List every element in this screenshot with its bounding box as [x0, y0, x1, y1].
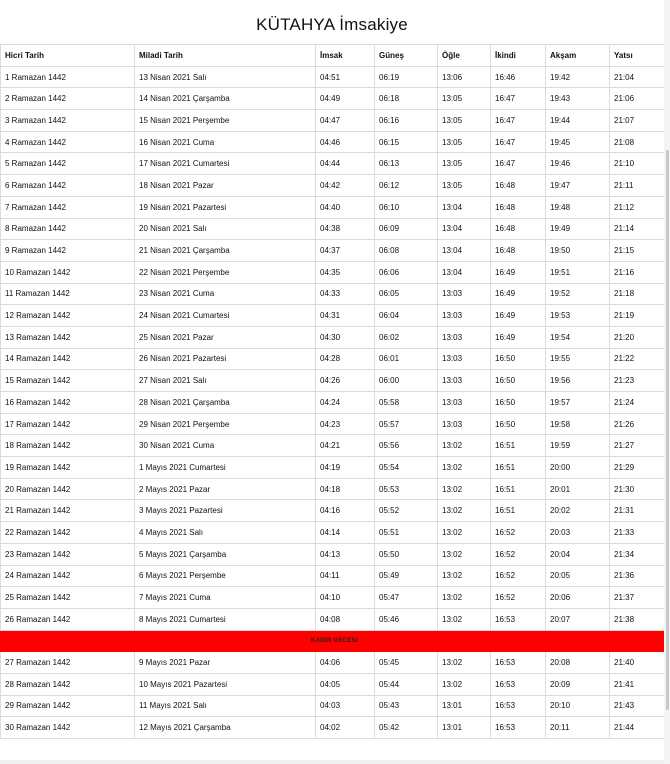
cell-gunes: 05:44: [375, 673, 438, 695]
cell-yatsi: 21:44: [610, 717, 665, 739]
cell-imsak: 04:26: [316, 370, 375, 392]
cell-yatsi: 21:16: [610, 261, 665, 283]
cell-aksam: 20:02: [546, 500, 610, 522]
cell-ikindi: 16:46: [491, 66, 546, 88]
table-row: [1, 240, 665, 262]
kadir-gecesi-row: [1, 630, 665, 652]
cell-ogle: 13:05: [438, 110, 491, 132]
cell-imsak: 04:10: [316, 587, 375, 609]
table-body: [1, 66, 665, 738]
cell-yatsi: 21:34: [610, 543, 665, 565]
cell-ogle: 13:02: [438, 457, 491, 479]
table-row: [1, 110, 665, 132]
cell-imsak: 04:51: [316, 66, 375, 88]
cell-hicri-tarih: 24 Ramazan 1442: [1, 565, 135, 587]
cell-hicri-tarih: 2 Ramazan 1442: [1, 88, 135, 110]
cell-gunes: 06:08: [375, 240, 438, 262]
cell-miladi-tarih: 15 Nisan 2021 Perşembe: [135, 110, 316, 132]
cell-ogle: 13:03: [438, 413, 491, 435]
cell-aksam: 19:44: [546, 110, 610, 132]
cell-gunes: 06:01: [375, 348, 438, 370]
cell-yatsi: 21:04: [610, 66, 665, 88]
cell-ikindi: 16:53: [491, 673, 546, 695]
cell-ikindi: 16:51: [491, 500, 546, 522]
cell-imsak: 04:21: [316, 435, 375, 457]
cell-miladi-tarih: 7 Mayıs 2021 Cuma: [135, 587, 316, 609]
cell-imsak: 04:05: [316, 673, 375, 695]
cell-gunes: 06:15: [375, 131, 438, 153]
cell-gunes: 05:47: [375, 587, 438, 609]
cell-gunes: 05:45: [375, 652, 438, 674]
cell-miladi-tarih: 30 Nisan 2021 Cuma: [135, 435, 316, 457]
cell-hicri-tarih: 23 Ramazan 1442: [1, 543, 135, 565]
cell-ogle: 13:02: [438, 608, 491, 630]
cell-yatsi: 21:27: [610, 435, 665, 457]
table-row: [1, 392, 665, 414]
cell-aksam: 19:59: [546, 435, 610, 457]
table-row: [1, 435, 665, 457]
cell-imsak: 04:18: [316, 478, 375, 500]
cell-aksam: 20:08: [546, 652, 610, 674]
cell-miladi-tarih: 29 Nisan 2021 Perşembe: [135, 413, 316, 435]
cell-hicri-tarih: 25 Ramazan 1442: [1, 587, 135, 609]
page-title: KÜTAHYA İmsakiye: [256, 15, 408, 34]
header-yatsi: Yatsı: [610, 45, 665, 67]
cell-ikindi: 16:53: [491, 608, 546, 630]
cell-imsak: 04:19: [316, 457, 375, 479]
cell-imsak: 04:11: [316, 565, 375, 587]
cell-imsak: 04:02: [316, 717, 375, 739]
table-row: [1, 370, 665, 392]
cell-ikindi: 16:50: [491, 413, 546, 435]
cell-yatsi: 21:23: [610, 370, 665, 392]
cell-aksam: 19:57: [546, 392, 610, 414]
cell-miladi-tarih: 27 Nisan 2021 Salı: [135, 370, 316, 392]
cell-gunes: 06:09: [375, 218, 438, 240]
cell-yatsi: 21:37: [610, 587, 665, 609]
cell-miladi-tarih: 11 Mayıs 2021 Salı: [135, 695, 316, 717]
cell-miladi-tarih: 19 Nisan 2021 Pazartesi: [135, 196, 316, 218]
table-row: [1, 283, 665, 305]
cell-imsak: 04:35: [316, 261, 375, 283]
cell-imsak: 04:13: [316, 543, 375, 565]
cell-imsak: 04:44: [316, 153, 375, 175]
cell-hicri-tarih: 17 Ramazan 1442: [1, 413, 135, 435]
cell-gunes: 05:50: [375, 543, 438, 565]
cell-aksam: 19:48: [546, 196, 610, 218]
cell-hicri-tarih: 26 Ramazan 1442: [1, 608, 135, 630]
cell-ogle: 13:05: [438, 131, 491, 153]
cell-gunes: 05:43: [375, 695, 438, 717]
table-row: [1, 478, 665, 500]
cell-miladi-tarih: 17 Nisan 2021 Cumartesi: [135, 153, 316, 175]
header-hicri-tarih: Hicri Tarih: [1, 45, 135, 67]
cell-aksam: 19:49: [546, 218, 610, 240]
cell-ikindi: 16:47: [491, 110, 546, 132]
table-row: [1, 500, 665, 522]
cell-miladi-tarih: 8 Mayıs 2021 Cumartesi: [135, 608, 316, 630]
cell-imsak: 04:24: [316, 392, 375, 414]
cell-hicri-tarih: 6 Ramazan 1442: [1, 175, 135, 197]
cell-gunes: 05:42: [375, 717, 438, 739]
cell-ogle: 13:03: [438, 283, 491, 305]
table-row: [1, 196, 665, 218]
cell-aksam: 20:09: [546, 673, 610, 695]
cell-hicri-tarih: 3 Ramazan 1442: [1, 110, 135, 132]
table-row: [1, 413, 665, 435]
table-row: [1, 457, 665, 479]
cell-ogle: 13:04: [438, 240, 491, 262]
cell-ogle: 13:02: [438, 500, 491, 522]
cell-ikindi: 16:48: [491, 196, 546, 218]
cell-yatsi: 21:31: [610, 500, 665, 522]
cell-yatsi: 21:29: [610, 457, 665, 479]
cell-yatsi: 21:40: [610, 652, 665, 674]
imsakiye-table: [0, 44, 665, 739]
cell-gunes: 05:51: [375, 522, 438, 544]
cell-aksam: 19:54: [546, 326, 610, 348]
header-imsak: İmsak: [316, 45, 375, 67]
cell-ogle: 13:02: [438, 543, 491, 565]
cell-gunes: 06:06: [375, 261, 438, 283]
cell-ikindi: 16:51: [491, 435, 546, 457]
cell-aksam: 20:10: [546, 695, 610, 717]
cell-yatsi: 21:10: [610, 153, 665, 175]
cell-aksam: 19:43: [546, 88, 610, 110]
kadir-gecesi-label: KADIR GECESI: [1, 630, 665, 652]
cell-ikindi: 16:51: [491, 457, 546, 479]
cell-gunes: 06:18: [375, 88, 438, 110]
table-row: [1, 261, 665, 283]
cell-miladi-tarih: 9 Mayıs 2021 Pazar: [135, 652, 316, 674]
cell-yatsi: 21:06: [610, 88, 665, 110]
cell-hicri-tarih: 4 Ramazan 1442: [1, 131, 135, 153]
cell-ogle: 13:04: [438, 218, 491, 240]
table-row: [1, 153, 665, 175]
cell-ogle: 13:02: [438, 565, 491, 587]
cell-hicri-tarih: 16 Ramazan 1442: [1, 392, 135, 414]
cell-miladi-tarih: 12 Mayıs 2021 Çarşamba: [135, 717, 316, 739]
cell-yatsi: 21:20: [610, 326, 665, 348]
cell-yatsi: 21:22: [610, 348, 665, 370]
cell-gunes: 06:00: [375, 370, 438, 392]
cell-aksam: 20:06: [546, 587, 610, 609]
cell-aksam: 20:00: [546, 457, 610, 479]
cell-ikindi: 16:52: [491, 587, 546, 609]
table-row: [1, 695, 665, 717]
cell-ogle: 13:02: [438, 478, 491, 500]
cell-imsak: 04:46: [316, 131, 375, 153]
cell-ogle: 13:05: [438, 175, 491, 197]
cell-miladi-tarih: 21 Nisan 2021 Çarşamba: [135, 240, 316, 262]
cell-imsak: 04:33: [316, 283, 375, 305]
cell-imsak: 04:06: [316, 652, 375, 674]
cell-ikindi: 16:52: [491, 543, 546, 565]
cell-gunes: 06:19: [375, 66, 438, 88]
table-row: [1, 66, 665, 88]
cell-imsak: 04:03: [316, 695, 375, 717]
cell-ogle: 13:04: [438, 196, 491, 218]
cell-aksam: 19:58: [546, 413, 610, 435]
cell-hicri-tarih: 20 Ramazan 1442: [1, 478, 135, 500]
cell-ikindi: 16:50: [491, 392, 546, 414]
cell-ikindi: 16:47: [491, 88, 546, 110]
cell-ogle: 13:03: [438, 305, 491, 327]
cell-hicri-tarih: 22 Ramazan 1442: [1, 522, 135, 544]
cell-aksam: 19:56: [546, 370, 610, 392]
cell-miladi-tarih: 13 Nisan 2021 Salı: [135, 66, 316, 88]
cell-ikindi: 16:49: [491, 305, 546, 327]
cell-hicri-tarih: 29 Ramazan 1442: [1, 695, 135, 717]
table-row: [1, 543, 665, 565]
cell-ogle: 13:02: [438, 522, 491, 544]
cell-miladi-tarih: 1 Mayıs 2021 Cumartesi: [135, 457, 316, 479]
cell-aksam: 19:50: [546, 240, 610, 262]
cell-ikindi: 16:48: [491, 218, 546, 240]
table-row: [1, 717, 665, 739]
cell-aksam: 19:52: [546, 283, 610, 305]
scrollbar-thumb[interactable]: [666, 150, 669, 710]
cell-miladi-tarih: 14 Nisan 2021 Çarşamba: [135, 88, 316, 110]
cell-yatsi: 21:43: [610, 695, 665, 717]
cell-ikindi: 16:49: [491, 283, 546, 305]
cell-gunes: 06:05: [375, 283, 438, 305]
cell-gunes: 05:56: [375, 435, 438, 457]
cell-imsak: 04:42: [316, 175, 375, 197]
cell-yatsi: 21:14: [610, 218, 665, 240]
cell-aksam: 20:04: [546, 543, 610, 565]
cell-imsak: 04:40: [316, 196, 375, 218]
cell-imsak: 04:37: [316, 240, 375, 262]
cell-ogle: 13:05: [438, 88, 491, 110]
cell-imsak: 04:31: [316, 305, 375, 327]
cell-ikindi: 16:47: [491, 153, 546, 175]
cell-yatsi: 21:24: [610, 392, 665, 414]
cell-miladi-tarih: 20 Nisan 2021 Salı: [135, 218, 316, 240]
cell-hicri-tarih: 13 Ramazan 1442: [1, 326, 135, 348]
cell-gunes: 06:10: [375, 196, 438, 218]
cell-ikindi: 16:51: [491, 478, 546, 500]
cell-ogle: 13:02: [438, 435, 491, 457]
cell-gunes: 06:04: [375, 305, 438, 327]
cell-hicri-tarih: 15 Ramazan 1442: [1, 370, 135, 392]
cell-aksam: 19:46: [546, 153, 610, 175]
cell-yatsi: 21:18: [610, 283, 665, 305]
cell-ogle: 13:02: [438, 587, 491, 609]
cell-gunes: 06:13: [375, 153, 438, 175]
cell-ogle: 13:03: [438, 370, 491, 392]
cell-yatsi: 21:15: [610, 240, 665, 262]
cell-ogle: 13:03: [438, 348, 491, 370]
cell-ogle: 13:01: [438, 717, 491, 739]
cell-imsak: 04:28: [316, 348, 375, 370]
cell-gunes: 05:46: [375, 608, 438, 630]
cell-aksam: 20:05: [546, 565, 610, 587]
table-row: [1, 608, 665, 630]
cell-gunes: 06:02: [375, 326, 438, 348]
cell-miladi-tarih: 2 Mayıs 2021 Pazar: [135, 478, 316, 500]
table-row: [1, 652, 665, 674]
cell-gunes: 05:54: [375, 457, 438, 479]
header-ikindi: İkindi: [491, 45, 546, 67]
table-row: [1, 587, 665, 609]
cell-hicri-tarih: 28 Ramazan 1442: [1, 673, 135, 695]
cell-ogle: 13:02: [438, 673, 491, 695]
cell-gunes: 05:58: [375, 392, 438, 414]
table-row: [1, 326, 665, 348]
cell-aksam: 20:11: [546, 717, 610, 739]
cell-ikindi: 16:50: [491, 370, 546, 392]
cell-imsak: 04:38: [316, 218, 375, 240]
cell-yatsi: 21:19: [610, 305, 665, 327]
cell-miladi-tarih: 3 Mayıs 2021 Pazartesi: [135, 500, 316, 522]
cell-hicri-tarih: 30 Ramazan 1442: [1, 717, 135, 739]
cell-imsak: 04:16: [316, 500, 375, 522]
cell-gunes: 05:49: [375, 565, 438, 587]
table-header-row: [1, 45, 665, 67]
cell-hicri-tarih: 1 Ramazan 1442: [1, 66, 135, 88]
cell-yatsi: 21:30: [610, 478, 665, 500]
cell-ikindi: 16:48: [491, 175, 546, 197]
table-row: [1, 218, 665, 240]
cell-miladi-tarih: 28 Nisan 2021 Çarşamba: [135, 392, 316, 414]
cell-imsak: 04:49: [316, 88, 375, 110]
cell-gunes: 06:16: [375, 110, 438, 132]
cell-hicri-tarih: 19 Ramazan 1442: [1, 457, 135, 479]
cell-aksam: 19:42: [546, 66, 610, 88]
cell-hicri-tarih: 9 Ramazan 1442: [1, 240, 135, 262]
cell-ikindi: 16:47: [491, 131, 546, 153]
cell-yatsi: 21:08: [610, 131, 665, 153]
cell-hicri-tarih: 21 Ramazan 1442: [1, 500, 135, 522]
cell-hicri-tarih: 5 Ramazan 1442: [1, 153, 135, 175]
cell-hicri-tarih: 10 Ramazan 1442: [1, 261, 135, 283]
cell-hicri-tarih: 27 Ramazan 1442: [1, 652, 135, 674]
cell-miladi-tarih: 22 Nisan 2021 Perşembe: [135, 261, 316, 283]
table-row: [1, 565, 665, 587]
cell-imsak: 04:14: [316, 522, 375, 544]
cell-miladi-tarih: 25 Nisan 2021 Pazar: [135, 326, 316, 348]
cell-miladi-tarih: 16 Nisan 2021 Cuma: [135, 131, 316, 153]
cell-hicri-tarih: 12 Ramazan 1442: [1, 305, 135, 327]
cell-yatsi: 21:41: [610, 673, 665, 695]
cell-ikindi: 16:48: [491, 240, 546, 262]
cell-imsak: 04:08: [316, 608, 375, 630]
cell-ogle: 13:03: [438, 326, 491, 348]
cell-imsak: 04:47: [316, 110, 375, 132]
table-row: [1, 131, 665, 153]
cell-ikindi: 16:52: [491, 565, 546, 587]
cell-aksam: 20:01: [546, 478, 610, 500]
cell-hicri-tarih: 18 Ramazan 1442: [1, 435, 135, 457]
cell-ogle: 13:01: [438, 695, 491, 717]
cell-imsak: 04:23: [316, 413, 375, 435]
cell-gunes: 05:53: [375, 478, 438, 500]
cell-yatsi: 21:11: [610, 175, 665, 197]
cell-ikindi: 16:49: [491, 326, 546, 348]
cell-ogle: 13:03: [438, 392, 491, 414]
cell-ikindi: 16:50: [491, 348, 546, 370]
cell-aksam: 19:53: [546, 305, 610, 327]
cell-ikindi: 16:53: [491, 717, 546, 739]
cell-miladi-tarih: 4 Mayıs 2021 Salı: [135, 522, 316, 544]
cell-gunes: 05:57: [375, 413, 438, 435]
cell-ikindi: 16:53: [491, 652, 546, 674]
cell-yatsi: 21:38: [610, 608, 665, 630]
header-miladi-tarih: Miladi Tarih: [135, 45, 316, 67]
table-row: [1, 88, 665, 110]
cell-hicri-tarih: 7 Ramazan 1442: [1, 196, 135, 218]
cell-aksam: 20:03: [546, 522, 610, 544]
cell-ogle: 13:06: [438, 66, 491, 88]
cell-yatsi: 21:33: [610, 522, 665, 544]
cell-ikindi: 16:49: [491, 261, 546, 283]
cell-miladi-tarih: 10 Mayıs 2021 Pazartesi: [135, 673, 316, 695]
cell-miladi-tarih: 26 Nisan 2021 Pazartesi: [135, 348, 316, 370]
table-row: [1, 175, 665, 197]
table-row: [1, 305, 665, 327]
cell-hicri-tarih: 8 Ramazan 1442: [1, 218, 135, 240]
cell-yatsi: 21:07: [610, 110, 665, 132]
cell-miladi-tarih: 5 Mayıs 2021 Çarşamba: [135, 543, 316, 565]
cell-miladi-tarih: 18 Nisan 2021 Pazar: [135, 175, 316, 197]
cell-ogle: 13:02: [438, 652, 491, 674]
cell-miladi-tarih: 24 Nisan 2021 Cumartesi: [135, 305, 316, 327]
header-ogle: Öğle: [438, 45, 491, 67]
cell-yatsi: 21:26: [610, 413, 665, 435]
table-row: [1, 522, 665, 544]
cell-hicri-tarih: 14 Ramazan 1442: [1, 348, 135, 370]
cell-aksam: 19:45: [546, 131, 610, 153]
cell-hicri-tarih: 11 Ramazan 1442: [1, 283, 135, 305]
cell-aksam: 20:07: [546, 608, 610, 630]
header-gunes: Güneş: [375, 45, 438, 67]
table-row: [1, 348, 665, 370]
cell-miladi-tarih: 23 Nisan 2021 Cuma: [135, 283, 316, 305]
cell-yatsi: 21:36: [610, 565, 665, 587]
cell-aksam: 19:47: [546, 175, 610, 197]
cell-gunes: 05:52: [375, 500, 438, 522]
cell-imsak: 04:30: [316, 326, 375, 348]
cell-miladi-tarih: 6 Mayıs 2021 Perşembe: [135, 565, 316, 587]
cell-aksam: 19:51: [546, 261, 610, 283]
header-aksam: Akşam: [546, 45, 610, 67]
cell-ikindi: 16:52: [491, 522, 546, 544]
cell-ogle: 13:04: [438, 261, 491, 283]
cell-ogle: 13:05: [438, 153, 491, 175]
cell-ikindi: 16:53: [491, 695, 546, 717]
cell-gunes: 06:12: [375, 175, 438, 197]
cell-yatsi: 21:12: [610, 196, 665, 218]
cell-aksam: 19:55: [546, 348, 610, 370]
table-row: [1, 673, 665, 695]
